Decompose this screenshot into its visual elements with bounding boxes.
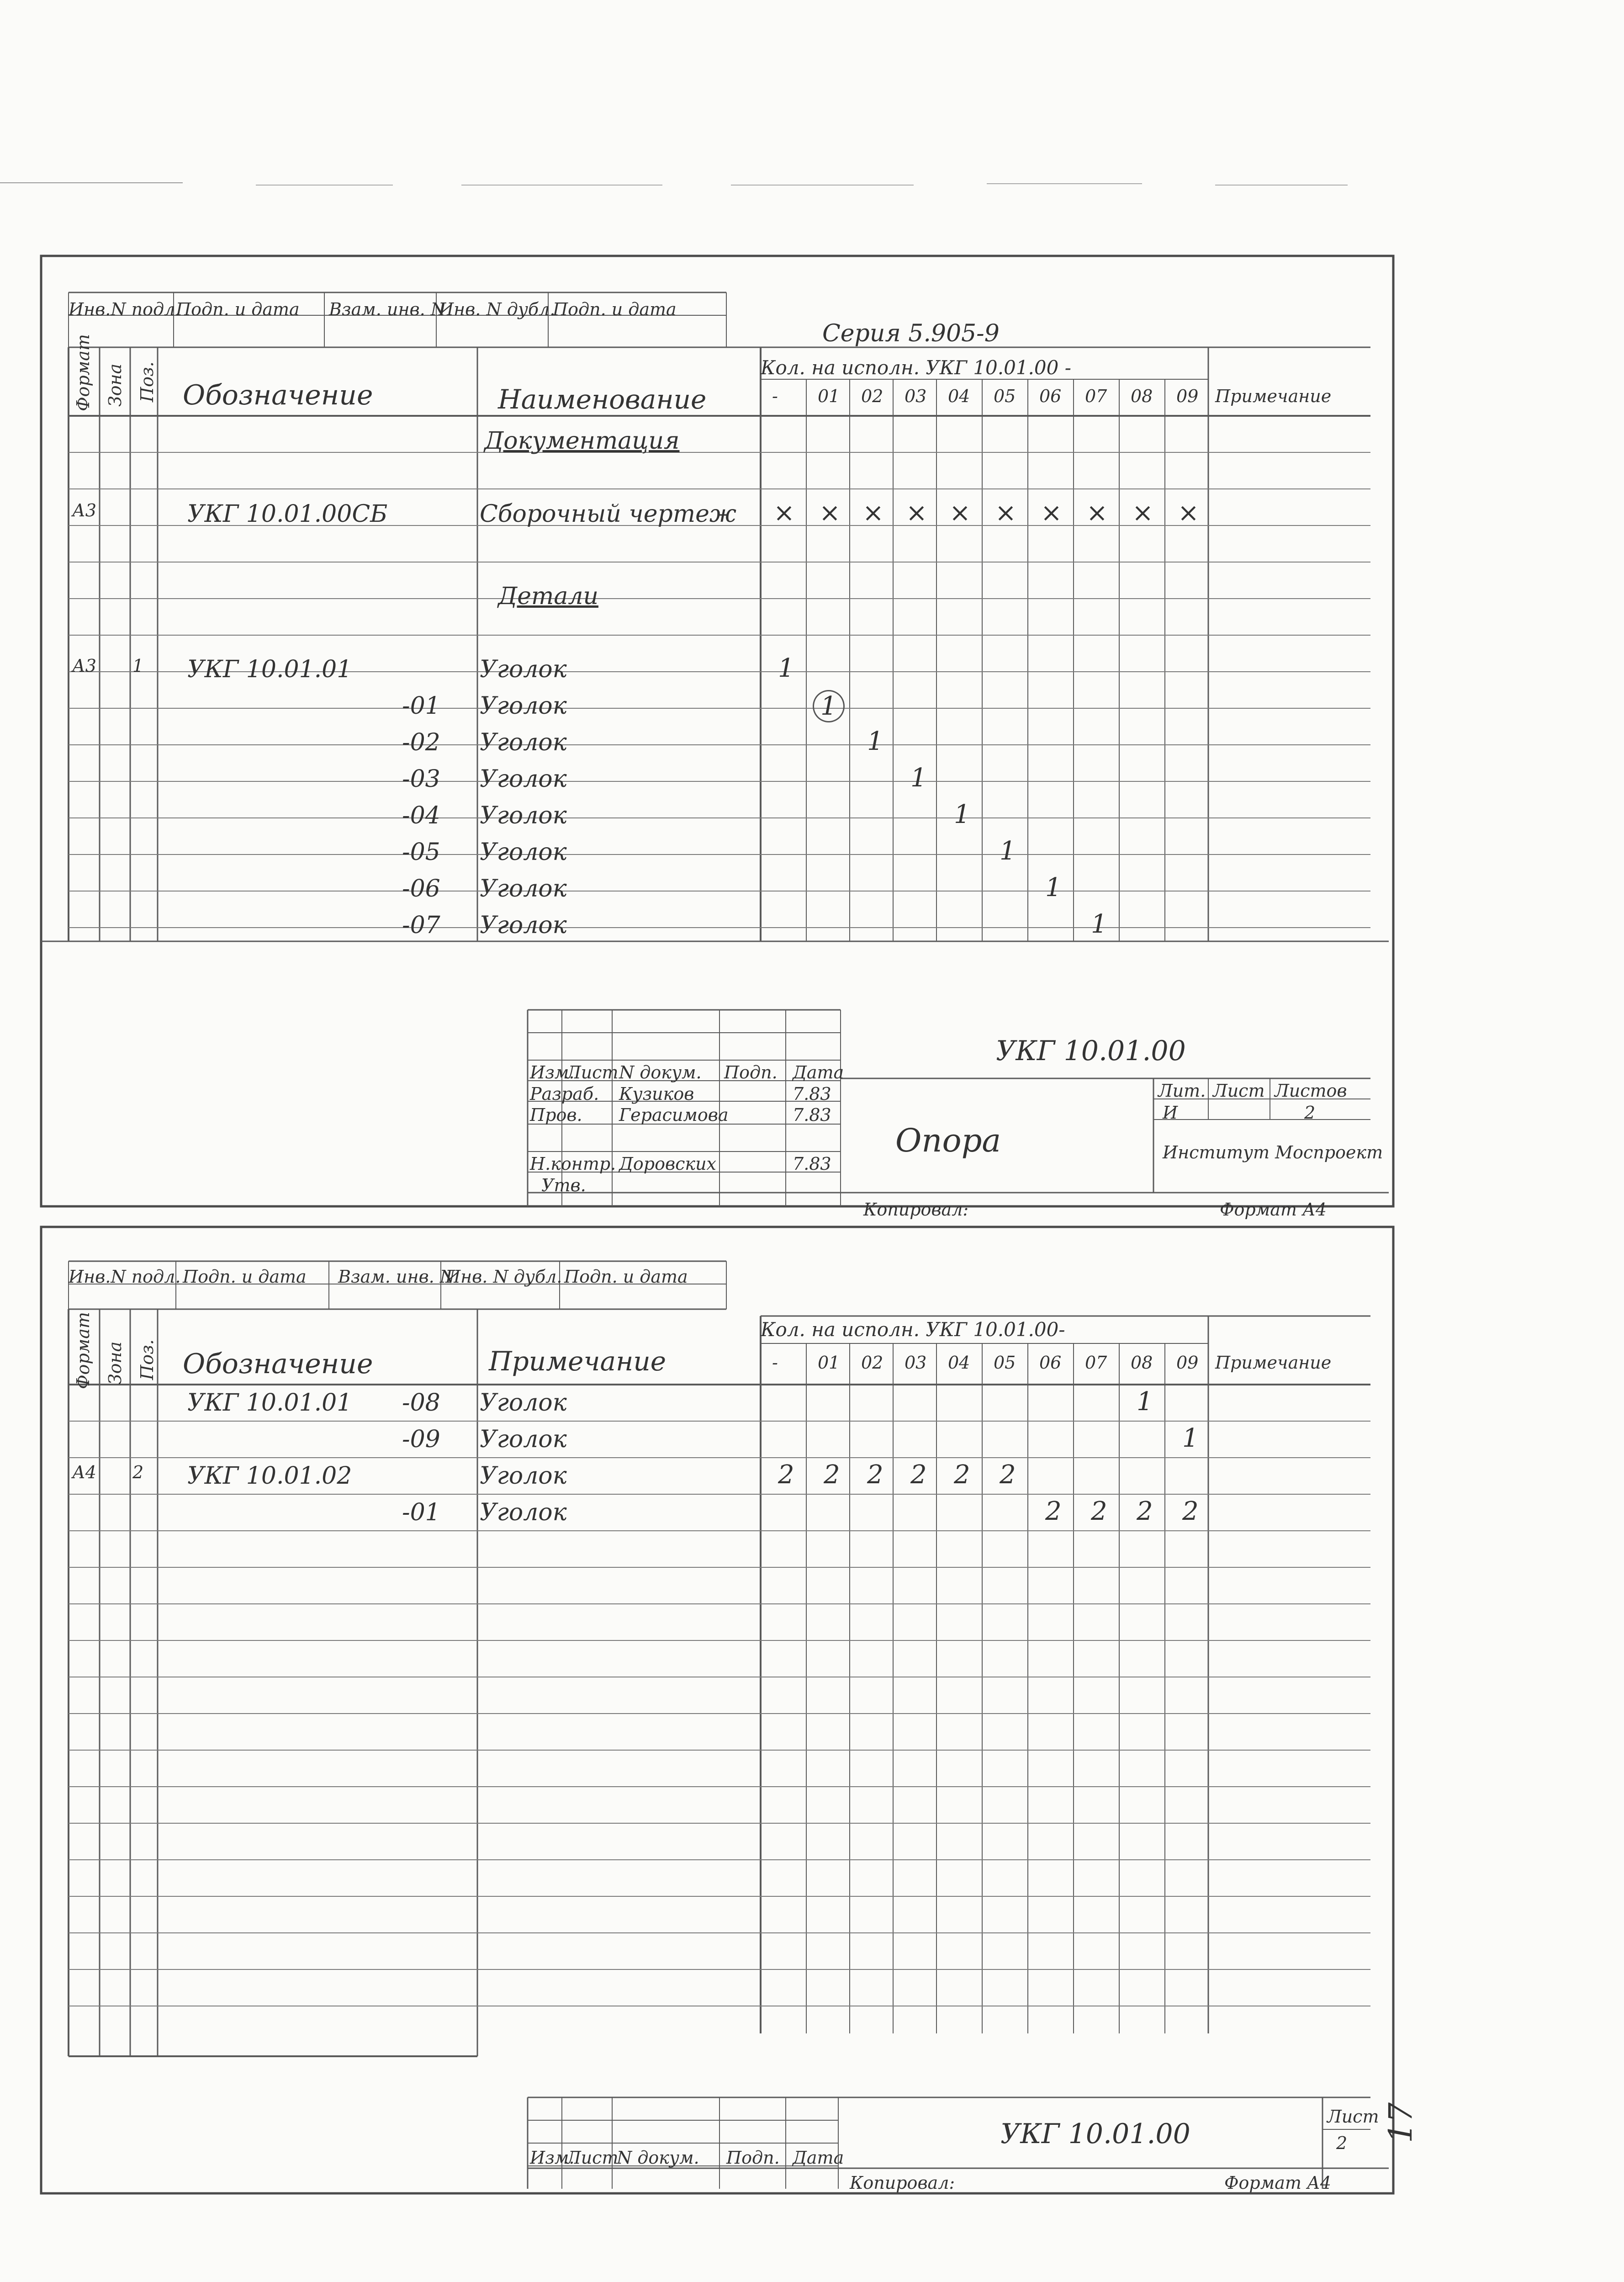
tb2-copied-label: Копировал:: [850, 2173, 955, 2193]
row2-suffix: -08: [402, 1389, 440, 1417]
row2-designation: УКГ 10.01.01: [187, 1389, 352, 1417]
row-designation: -07: [402, 912, 440, 939]
col2-header-pos: Поз.: [137, 1339, 157, 1380]
row2-name: Уголок: [480, 1389, 567, 1417]
col2-header-designation: Обозначение: [183, 1348, 373, 1380]
quantity-value: 1: [813, 690, 845, 722]
col-header-format: Формат: [73, 334, 93, 411]
quantity-value: 2: [778, 1460, 794, 1490]
quantity-mark: ×: [862, 498, 884, 528]
quantity-mark: ×: [1041, 498, 1062, 528]
row-designation: -04: [402, 802, 440, 829]
stamp2-inv-podl: Инв.N подл.: [69, 1267, 181, 1287]
variant-header-1: 01: [818, 386, 840, 406]
tb-prov-label: Пров.: [530, 1105, 582, 1125]
col2-header-zone: Зона: [105, 1341, 125, 1385]
row-designation: УКГ 10.01.01: [187, 656, 352, 683]
tb2-data-label: Дата: [793, 2148, 844, 2168]
row-designation: -05: [402, 839, 440, 866]
tb-sheets-label: Листов: [1275, 1081, 1347, 1101]
quantity-value: 1: [1045, 873, 1062, 902]
quantity-value: 1: [1091, 909, 1107, 939]
variant2-header-7: 07: [1085, 1353, 1107, 1373]
row-designation: -02: [402, 729, 440, 756]
tb-razrab-label: Разраб.: [530, 1084, 599, 1104]
quantity-mark: ×: [949, 498, 971, 528]
row-designation: -03: [402, 765, 440, 793]
row2-format: А4: [72, 1462, 96, 1482]
quantity-value: 2: [1182, 1497, 1199, 1526]
tb2-podp-label: Подп.: [726, 2148, 780, 2168]
stamp-vzam-inv: Взам. инв. N: [329, 299, 446, 319]
quantity-value: 1: [867, 727, 883, 756]
doc-title: Опора: [895, 1122, 1001, 1159]
variant2-header-0: -: [772, 1353, 778, 1373]
doc-code: УКГ 10.01.00: [996, 1035, 1186, 1067]
tb-utv-label: Утв.: [541, 1175, 586, 1195]
row-name: Уголок: [480, 802, 567, 829]
col2-header-name: Примечание: [489, 1346, 667, 1377]
variant-header-2: 02: [861, 386, 883, 406]
row2-name: Уголок: [480, 1462, 567, 1490]
variant2-header-5: 05: [994, 1353, 1016, 1373]
variant2-header-8: 08: [1131, 1353, 1153, 1373]
variant-header-5: 05: [994, 386, 1016, 406]
row-name: Уголок: [480, 729, 567, 756]
tb-sheets-total: 2: [1304, 1103, 1316, 1123]
stamp-inv-dubl: Инв. N дубл.: [439, 299, 555, 319]
tb2-list-label: Лист: [566, 2148, 619, 2168]
variant-header-4: 04: [948, 386, 970, 406]
quantity-mark: ×: [1132, 498, 1153, 528]
doc-code-2: УКГ 10.01.00: [1000, 2118, 1190, 2150]
quantity-mark: ×: [773, 498, 795, 528]
quantity-mark: ×: [819, 498, 841, 528]
quantity-value: 2: [954, 1460, 970, 1490]
row-designation: УКГ 10.01.00СБ: [187, 500, 388, 528]
tb-organization: Институт Моспроект: [1163, 1142, 1383, 1162]
stamp2-inv-dubl: Инв. N дубл.: [445, 1267, 562, 1287]
quantity-value: 2: [824, 1460, 840, 1490]
variant-header-6: 06: [1039, 386, 1062, 406]
tb2-izm-label: Изм.: [530, 2148, 575, 2168]
col2-header-format: Формат: [73, 1312, 93, 1389]
tb-data-label: Дата: [793, 1062, 844, 1083]
variant2-header-9: 09: [1176, 1353, 1199, 1373]
stamp-podp-data-2: Подп. и дата: [553, 299, 677, 319]
variant-header-9: 09: [1176, 386, 1199, 406]
quantity-value: 2: [867, 1460, 883, 1490]
variant-header-3: 03: [905, 386, 927, 406]
row-name: Сборочный чертеж: [480, 500, 736, 528]
quantity-value: 2: [910, 1460, 927, 1490]
section-details: Детали: [498, 583, 598, 610]
tb-lit-label: Лит.: [1158, 1081, 1206, 1101]
page-number: 17: [1382, 2102, 1419, 2143]
col-header-pos: Поз.: [137, 361, 157, 402]
variant-header-8: 08: [1131, 386, 1153, 406]
tb2-ndok-label: N докум.: [617, 2148, 699, 2168]
col-header-qty-group: Кол. на исполн. УКГ 10.01.00 -: [761, 356, 1071, 379]
series-label: Серия 5.905-9: [822, 320, 1000, 347]
row-name: Уголок: [480, 765, 567, 793]
tb2-format-label: Формат А4: [1224, 2173, 1331, 2193]
row-designation: -01: [402, 692, 440, 720]
quantity-mark: ×: [1178, 498, 1199, 528]
stamp2-podp-data: Подп. и дата: [183, 1267, 307, 1287]
row2-suffix: -01: [402, 1499, 440, 1526]
variant2-header-1: 01: [818, 1353, 840, 1373]
row-name: Уголок: [480, 692, 567, 720]
quantity-value: 1: [1137, 1387, 1153, 1417]
col2-header-note: Примечание: [1215, 1353, 1332, 1373]
stamp2-podp-data-2: Подп. и дата: [564, 1267, 688, 1287]
tb-list-label: Лист: [566, 1062, 619, 1083]
quantity-value: 2: [1000, 1460, 1016, 1490]
variant-header-7: 07: [1085, 386, 1107, 406]
tb-copied-label: Копировал:: [863, 1199, 969, 1220]
quantity-value: 1: [778, 653, 794, 683]
tb-lit-value: И: [1163, 1103, 1178, 1123]
row-name: Уголок: [480, 912, 567, 939]
quantity-value: 2: [1045, 1497, 1062, 1526]
tb-sheet-label: Лист: [1213, 1081, 1265, 1101]
stamp2-vzam-inv: Взам. инв. N: [338, 1267, 455, 1287]
row2-name: Уголок: [480, 1499, 567, 1526]
tb2-sheet-no: 2: [1336, 2133, 1348, 2153]
tb-nkontr-label: Н.контр.: [530, 1154, 616, 1174]
stamp-podp-data: Подп. и дата: [176, 299, 300, 319]
quantity-value: 1: [1000, 836, 1016, 866]
row2-suffix: -09: [402, 1426, 440, 1453]
row-position: 1: [132, 656, 144, 676]
tb-format-label: Формат А4: [1220, 1199, 1327, 1220]
quantity-value: 1: [910, 763, 927, 793]
quantity-value: 1: [954, 800, 970, 829]
row-format: А3: [72, 500, 96, 520]
col-header-name: Наименование: [498, 384, 707, 415]
row2-name: Уголок: [480, 1426, 567, 1453]
stamp-inv-podl: Инв.N подл.: [69, 299, 181, 319]
col-header-zone: Зона: [105, 363, 125, 407]
tb-nkontr-date: 7.83: [793, 1154, 831, 1174]
variant2-header-4: 04: [948, 1353, 970, 1373]
variant2-header-6: 06: [1039, 1353, 1062, 1373]
tb-nkontr-name: Доровских: [619, 1154, 716, 1174]
tb-izm-label: Изм.: [530, 1062, 575, 1083]
quantity-mark: ×: [1086, 498, 1108, 528]
tb-razrab-name: Кузиков: [619, 1084, 694, 1104]
row2-designation: УКГ 10.01.02: [187, 1462, 352, 1490]
quantity-value: 1: [1182, 1423, 1199, 1453]
col2-header-qty-group: Кол. на исполн. УКГ 10.01.00-: [761, 1318, 1065, 1341]
row-name: Уголок: [480, 656, 567, 683]
quantity-value: 2: [1091, 1497, 1107, 1526]
quantity-mark: ×: [995, 498, 1016, 528]
tb-podp-label: Подп.: [724, 1062, 778, 1083]
col-header-designation: Обозначение: [183, 379, 373, 411]
row-name: Уголок: [480, 839, 567, 866]
section-documentation: Документация: [484, 427, 680, 455]
col-header-note: Примечание: [1215, 386, 1332, 406]
row-name: Уголок: [480, 875, 567, 902]
tb-prov-name: Герасимова: [619, 1105, 729, 1125]
tb-razrab-date: 7.83: [793, 1084, 831, 1104]
tb-prov-date: 7.83: [793, 1105, 831, 1125]
row-format: А3: [72, 656, 96, 676]
variant-header-0: -: [772, 386, 778, 406]
row2-position: 2: [132, 1462, 144, 1482]
tb2-sheet-label: Лист: [1327, 2107, 1379, 2127]
variant2-header-2: 02: [861, 1353, 883, 1373]
tb-ndok-label: N докум.: [619, 1062, 702, 1083]
quantity-mark: ×: [906, 498, 927, 528]
quantity-value: 2: [1137, 1497, 1153, 1526]
variant2-header-3: 03: [905, 1353, 927, 1373]
row-designation: -06: [402, 875, 440, 902]
